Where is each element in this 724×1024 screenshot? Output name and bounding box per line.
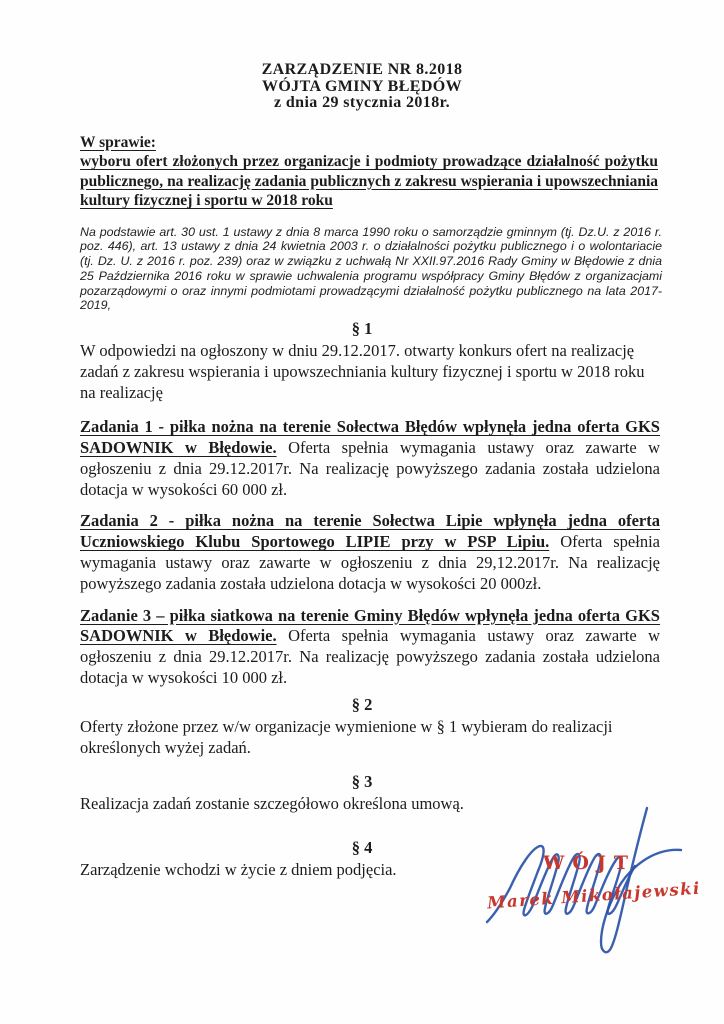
section-2-text: Oferty złożone przez w/w organizacje wymienione w § 1 wybieram do realizacji określonych wyżej zadań. xyxy=(80,716,613,757)
subject-label: W sprawie: xyxy=(80,133,156,151)
task-1-heading: Zadania 1 - piłka nożna na terenie Sołectwa Błędów wpłynęła jedna oferta GKS SADOWNIK w Błędowie. xyxy=(80,417,660,458)
doc-date: z dnia 29 stycznia 2018r. xyxy=(273,94,451,111)
task-2-body: Oferta spełnia wymagania ustawy oraz zawarte w ogłoszeniu z dnia 29,12.2017r. Na realizację powyższego zadania została udzielona dotacja w wysokości 20 000zł. xyxy=(80,532,660,593)
task-2-heading: Zadania 2 - piłka nożna na terenie Sołectwa Lipie wpłynęła jedna oferta Uczniowskiego Klubu Sportowego LIPIE przy w PSP Lipiu. xyxy=(80,511,660,552)
doc-title: ZARZĄDZENIE NR 8.2018 xyxy=(261,61,463,78)
document-header xyxy=(0,62,724,112)
section-1-text: W odpowiedzi na ogłoszony w dniu 29.12.2017. otwarty konkurs ofert na realizację zadań z zakresu wspierania i upowszechniania kultury fizycznej i sportu w 2018 roku na realizację xyxy=(80,341,645,403)
section-3-mark: § 3 xyxy=(351,771,373,791)
task-3-body: Oferta spełnia wymagania ustawy oraz zawarte w ogłoszeniu z dnia 29.12.2017r. Na realizację powyższego zadania została udzielona dotacja w wysokości 10 000 zł. xyxy=(80,626,660,688)
doc-authority: WÓJTA GMINY BŁĘDÓW xyxy=(261,77,463,95)
stamp-name: Marek Mikołajewski xyxy=(486,878,702,913)
task-paragraph-2 xyxy=(80,511,660,594)
task-paragraph-1 xyxy=(80,417,660,500)
stamp-title: WÓJT xyxy=(543,852,637,874)
task-1-body: Oferta spełnia wymagania ustawy oraz zawarte w ogłoszeniu z dnia 29.12.2017r. Na realizację powyższego zadania została udzielona dotacja w wysokości 60 000 zł. xyxy=(80,438,660,499)
signature-zone xyxy=(435,800,715,970)
section-3-text: Realizacja zadań zostanie szczegółowo określona umową. xyxy=(80,793,464,813)
task-3-heading: Zadanie 3 – piłka siatkowa na terenie Gminy Błędów wpłynęła jedna oferta GKS SADOWNIK w Błędowie. xyxy=(80,605,660,646)
section-4-text: Zarządzenie wchodzi w życie z dniem podjęcia. xyxy=(80,859,397,879)
section-1-mark: § 1 xyxy=(351,319,373,339)
section-4-mark: § 4 xyxy=(351,837,373,857)
legal-basis-text: Na podstawie art. 30 ust. 1 ustawy z dnia 8 marca 1990 roku o samorządzie gminnym (tj. Dz.U. z 2016 r. poz. 446), art. 13 ustawy z dnia 24 kwietnia 2003 r. o działalności pożytku publicznego i o wolontariacie (tj. Dz. U. z 2016 r. poz. 239) oraz w związku z uchwałą Nr XXII.97.2016 Rady Gminy w Błędowie z dnia 25 Października 2016 roku w sprawie uchwalenia programu współpracy Gminy Błędów z organizacjami pozarządowymi o oraz innymi podmiotami prowadzącymi działalność pożytku publicznego na lata 2017-2019, xyxy=(80,224,662,313)
subject-text: wyboru ofert złożonych przez organizacje i podmioty prowadzące działalność pożytku publicznego, na realizację zadania publicznych z zakresu wspierania i upowszechniania kultury fizycznej i sportu w 2018 roku xyxy=(80,153,658,209)
subject-block xyxy=(80,133,658,211)
section-2-mark: § 2 xyxy=(351,694,373,714)
task-paragraph-3 xyxy=(80,606,660,689)
